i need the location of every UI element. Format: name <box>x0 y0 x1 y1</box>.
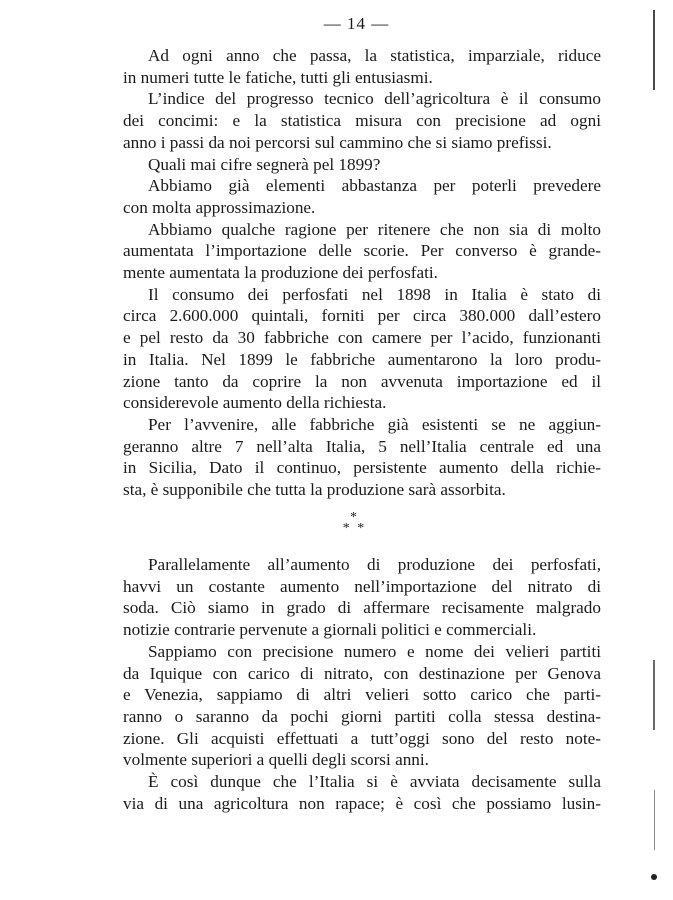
scan-edge-mark <box>651 874 657 880</box>
text-section-1 <box>123 45 601 501</box>
text-line: Abbiamo qualche ragione per ritenere che non sia di molto <box>148 219 601 239</box>
text-line: e Venezia, sappiamo di altri velieri sotto carico che parti- <box>123 685 601 705</box>
text-line: considerevole aumento della richiesta. <box>123 393 387 413</box>
text-line: anno i passi da noi percorsi sul cammino che si siamo prefissi. <box>123 132 552 152</box>
text-line: in Sicilia, Dato il continuo, persistente aumento della richie- <box>123 458 601 478</box>
asterism-top: * <box>350 510 359 525</box>
text-line: havvi un costante aumento nell’importazione del nitrato di <box>123 576 601 596</box>
text-line: ranno o saranno da pochi giorni partiti colla stessa destina- <box>123 706 601 726</box>
text-line: da Iquique con carico di nitrato, con destinazione per Genova <box>123 663 601 683</box>
asterism-bottom: * * <box>342 521 367 536</box>
text-line: L’indice del progresso tecnico dell’agricoltura è il consumo <box>148 89 601 109</box>
text-line: via di una agricoltura non rapace; è così che possiamo lusin- <box>123 793 601 813</box>
text-line: dei concimi: e la statistica misura con precisione ad ogni <box>123 111 601 131</box>
text-section-2 <box>123 554 601 814</box>
text-line: zione. Gli acquisti effettuati a tutt’oggi sono del resto note- <box>123 728 601 748</box>
scan-edge-line <box>653 10 655 90</box>
text-line: sta, è supponibile che tutta la produzione sarà assorbita. <box>123 480 506 500</box>
text-line: mente aumentata la produzione dei perfosfati. <box>123 263 438 283</box>
text-line: È così dunque che l’Italia si è avviata decisamente sulla <box>148 772 601 792</box>
text-line: in numeri tutte le fatiche, tutti gli entusiasmi. <box>123 67 433 87</box>
text-line: con molta approssimazione. <box>123 197 316 217</box>
text-line: Sappiamo con precisione numero e nome dei velieri partiti <box>148 641 601 661</box>
text-line: Ad ogni anno che passa, la statistica, imparziale, riduce <box>148 46 601 65</box>
scan-edge-line <box>654 790 656 850</box>
text-line: zione tanto da coprire la non avvenuta importazione ed il <box>123 371 601 391</box>
text-line: e pel resto da 30 fabbriche con camere per l’acido, funzionanti <box>123 328 601 348</box>
text-line: Parallelamente all’aumento di produzione dei perfosfati, <box>148 555 601 574</box>
scan-edge-line <box>653 660 655 730</box>
asterism-separator <box>18 512 673 534</box>
text-line: geranno altre 7 nell’alta Italia, 5 nell’Italia centrale ed una <box>123 436 601 456</box>
text-line: circa 2.600.000 quintali, forniti per circa 380.000 dall’estero <box>123 306 601 326</box>
text-line: Per l’avvenire, alle fabbriche già esistenti se ne aggiun- <box>148 414 601 434</box>
text-line: volmente superiori a quelli degli scorsi anni. <box>123 750 429 770</box>
text-line: Il consumo dei perfosfati nel 1898 in Italia è stato di <box>148 284 601 304</box>
text-line: Quali mai cifre segnerà pel 1899? <box>148 154 381 174</box>
text-line: Abbiamo già elementi abbastanza per poterli prevedere <box>148 176 601 196</box>
text-line: soda. Ciò siamo in grado di affermare recisamente malgrado <box>123 598 601 618</box>
text-line: notizie contrarie pervenute a giornali politici e commerciali. <box>123 620 537 640</box>
page-number-header: — 14 — <box>323 14 390 33</box>
text-line: in Italia. Nel 1899 le fabbriche aumentarono la loro produ- <box>123 349 601 369</box>
text-line: aumentata l’importazione delle scorie. Per converso è grande- <box>123 241 601 261</box>
